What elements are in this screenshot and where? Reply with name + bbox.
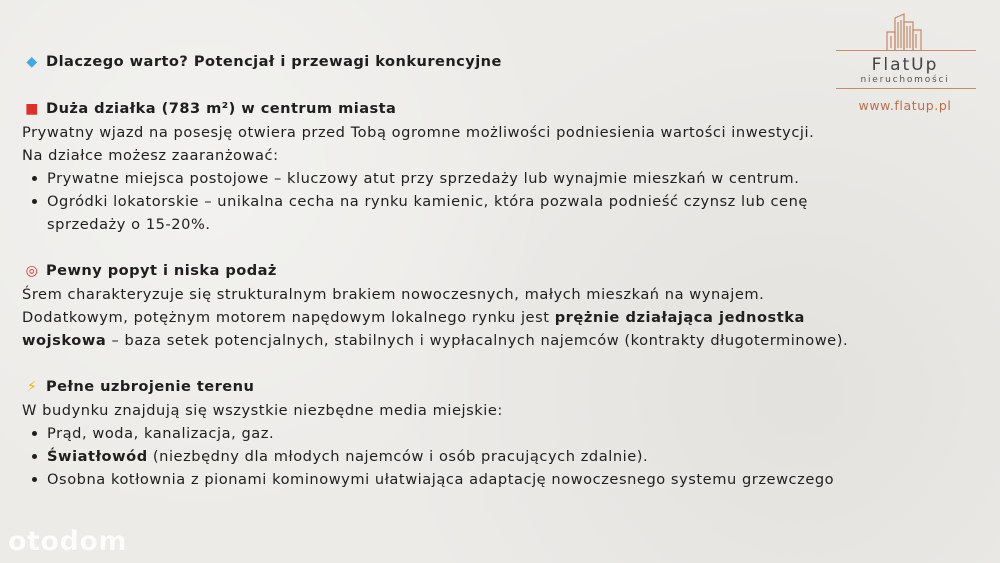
list-item-continuation: sprzedaży o 15-20%. bbox=[47, 216, 211, 233]
logo-url: www.flatup.pl bbox=[858, 98, 952, 113]
logo-brand: FlatUp bbox=[871, 55, 939, 75]
list-item: Prywatne miejsca postojowe – kluczowy atut przy sprzedaży lub wynajmie mieszkań w centrum. bbox=[22, 167, 922, 190]
bullet-list-plot bbox=[22, 167, 922, 213]
gem-icon: ◆ bbox=[26, 54, 38, 70]
paragraph: Śrem charakteryzuje się strukturalnym brakiem nowoczesnych, małych mieszkań na wynajem. bbox=[22, 286, 765, 303]
section-heading-intro: ◆ Dlaczego warto? Potencjał i przewagi konkurencyjne bbox=[22, 50, 922, 74]
car-icon: ■ bbox=[25, 101, 39, 117]
flatup-logo bbox=[834, 12, 976, 117]
building-icon bbox=[885, 12, 925, 50]
paragraph: Na działce możesz zaaranżować: bbox=[22, 147, 279, 164]
paragraph: Dodatkowym, potężnym motorem napędowym lokalnego rynku jest prężnie działająca jednostka bbox=[22, 309, 805, 326]
section-heading-utilities: ⚡ Pełne uzbrojenie terenu bbox=[22, 375, 922, 399]
otodom-watermark: otodom bbox=[8, 526, 128, 557]
paragraph: wojskowa – baza setek potencjalnych, stabilnych i wypłacalnych najemców (kontrakty długoterminowe). bbox=[22, 332, 849, 349]
lightning-icon: ⚡ bbox=[26, 379, 38, 395]
logo-subtitle: nieruchomości bbox=[860, 75, 950, 85]
paragraph: Prywatny wjazd na posesję otwiera przed Tobą ogromne możliwości podniesienia wartości inwestycji. bbox=[22, 124, 815, 141]
list-item: Prąd, woda, kanalizacja, gaz. bbox=[22, 422, 922, 445]
list-item: Osobna kotłownia z pionami kominowymi ułatwiająca adaptację nowoczesnego systemu grzewczego bbox=[22, 468, 922, 491]
list-item: Światłowód (niezbędny dla młodych najemców i osób pracujących zdalnie). bbox=[22, 445, 922, 468]
logo-divider bbox=[836, 88, 976, 89]
paragraph: W budynku znajdują się wszystkie niezbędne media miejskie: bbox=[22, 402, 503, 419]
listing-description bbox=[22, 50, 922, 491]
bullet-list-utilities bbox=[22, 422, 922, 491]
section-heading-demand: ◎ Pewny popyt i niska podaż bbox=[22, 259, 922, 283]
section-heading-plot: ■ Duża działka (783 m²) w centrum miasta bbox=[22, 97, 922, 121]
logo-divider bbox=[836, 50, 976, 51]
target-icon: ◎ bbox=[25, 263, 39, 279]
list-item: Ogródki lokatorskie – unikalna cecha na rynku kamienic, która pozwala podnieść czynsz lub cenę bbox=[22, 190, 922, 213]
